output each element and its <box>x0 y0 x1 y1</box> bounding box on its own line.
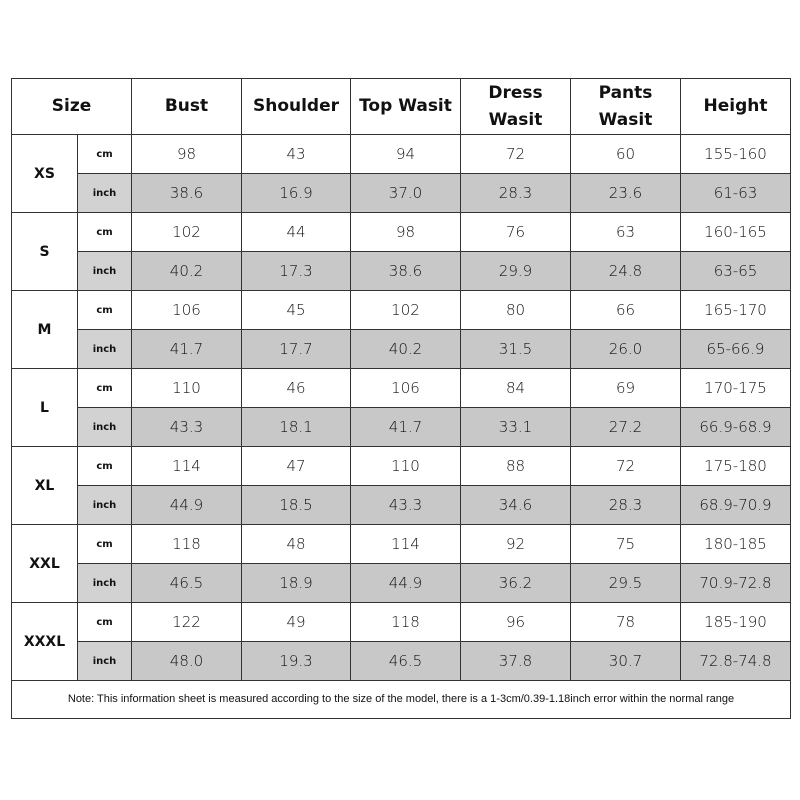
unit-label: inch <box>78 408 132 447</box>
table-row-inch <box>12 252 791 291</box>
measurement-cell: 75 <box>571 525 681 564</box>
note-row <box>12 681 791 719</box>
measurement-cell: 18.9 <box>242 564 351 603</box>
measurement-cell: 94 <box>351 135 461 174</box>
measurement-cell: 118 <box>351 603 461 642</box>
header-height: Height <box>681 79 791 135</box>
table-row-cm <box>12 135 791 174</box>
measurement-cell: 40.2 <box>351 330 461 369</box>
measurement-cell: 48 <box>242 525 351 564</box>
size-chart-table <box>11 78 791 719</box>
measurement-cell: 37.8 <box>461 642 571 681</box>
measurement-cell: 84 <box>461 369 571 408</box>
table-row-cm <box>12 525 791 564</box>
measurement-cell: 110 <box>351 447 461 486</box>
measurement-cell: 18.5 <box>242 486 351 525</box>
table-row-cm <box>12 447 791 486</box>
measurement-cell: 44 <box>242 213 351 252</box>
measurement-cell: 68.9-70.9 <box>681 486 791 525</box>
measurement-cell: 24.8 <box>571 252 681 291</box>
measurement-cell: 41.7 <box>351 408 461 447</box>
unit-label: cm <box>78 291 132 330</box>
measurement-cell: 18.1 <box>242 408 351 447</box>
measurement-cell: 78 <box>571 603 681 642</box>
measurement-cell: 72 <box>461 135 571 174</box>
header-bust: Bust <box>132 79 242 135</box>
table-row-inch <box>12 330 791 369</box>
measurement-cell: 23.6 <box>571 174 681 213</box>
measurement-cell: 155-160 <box>681 135 791 174</box>
measurement-cell: 175-180 <box>681 447 791 486</box>
measurement-cell: 27.2 <box>571 408 681 447</box>
size-label: XS <box>12 135 78 213</box>
measurement-cell: 46.5 <box>132 564 242 603</box>
measurement-cell: 47 <box>242 447 351 486</box>
measurement-cell: 96 <box>461 603 571 642</box>
measurement-cell: 170-175 <box>681 369 791 408</box>
unit-label: inch <box>78 252 132 291</box>
measurement-cell: 98 <box>132 135 242 174</box>
table-row-cm <box>12 291 791 330</box>
measurement-cell: 46.5 <box>351 642 461 681</box>
measurement-cell: 38.6 <box>351 252 461 291</box>
measurement-cell: 65-66.9 <box>681 330 791 369</box>
size-label: XXXL <box>12 603 78 681</box>
measurement-cell: 44.9 <box>351 564 461 603</box>
unit-label: inch <box>78 330 132 369</box>
header-shoulder: Shoulder <box>242 79 351 135</box>
unit-label: cm <box>78 135 132 174</box>
measurement-cell: 45 <box>242 291 351 330</box>
header-row <box>12 79 791 135</box>
measurement-cell: 40.2 <box>132 252 242 291</box>
measurement-cell: 63-65 <box>681 252 791 291</box>
measurement-cell: 66.9-68.9 <box>681 408 791 447</box>
header-dress-waist: Dress Wasit <box>461 79 571 135</box>
measurement-cell: 16.9 <box>242 174 351 213</box>
measurement-cell: 43.3 <box>351 486 461 525</box>
measurement-cell: 43.3 <box>132 408 242 447</box>
header-pants-waist: Pants Wasit <box>571 79 681 135</box>
measurement-cell: 180-185 <box>681 525 791 564</box>
header-size: Size <box>12 79 132 135</box>
size-label: M <box>12 291 78 369</box>
measurement-cell: 26.0 <box>571 330 681 369</box>
unit-label: cm <box>78 603 132 642</box>
unit-label: inch <box>78 642 132 681</box>
table-row-inch <box>12 486 791 525</box>
table-row-inch <box>12 564 791 603</box>
measurement-cell: 102 <box>132 213 242 252</box>
measurement-cell: 88 <box>461 447 571 486</box>
measurement-cell: 37.0 <box>351 174 461 213</box>
measurement-cell: 76 <box>461 213 571 252</box>
measurement-cell: 19.3 <box>242 642 351 681</box>
header-top-waist: Top Wasit <box>351 79 461 135</box>
table-row-cm <box>12 369 791 408</box>
unit-label: cm <box>78 525 132 564</box>
measurement-cell: 92 <box>461 525 571 564</box>
measurement-cell: 30.7 <box>571 642 681 681</box>
measurement-cell: 72 <box>571 447 681 486</box>
measurement-cell: 46 <box>242 369 351 408</box>
measurement-cell: 28.3 <box>571 486 681 525</box>
measurement-cell: 63 <box>571 213 681 252</box>
measurement-cell: 114 <box>351 525 461 564</box>
unit-label: cm <box>78 447 132 486</box>
size-label: L <box>12 369 78 447</box>
table-body <box>12 135 791 681</box>
size-label: XL <box>12 447 78 525</box>
size-label: S <box>12 213 78 291</box>
measurement-cell: 66 <box>571 291 681 330</box>
table-row-inch <box>12 174 791 213</box>
table-row-inch <box>12 408 791 447</box>
unit-label: inch <box>78 564 132 603</box>
measurement-cell: 34.6 <box>461 486 571 525</box>
measurement-cell: 70.9-72.8 <box>681 564 791 603</box>
measurement-cell: 98 <box>351 213 461 252</box>
unit-label: cm <box>78 369 132 408</box>
measurement-cell: 185-190 <box>681 603 791 642</box>
measurement-cell: 31.5 <box>461 330 571 369</box>
unit-label: inch <box>78 174 132 213</box>
unit-label: cm <box>78 213 132 252</box>
measurement-cell: 38.6 <box>132 174 242 213</box>
measurement-cell: 160-165 <box>681 213 791 252</box>
measurement-cell: 36.2 <box>461 564 571 603</box>
measurement-cell: 72.8-74.8 <box>681 642 791 681</box>
measurement-cell: 33.1 <box>461 408 571 447</box>
measurement-cell: 118 <box>132 525 242 564</box>
measurement-cell: 17.7 <box>242 330 351 369</box>
measurement-cell: 49 <box>242 603 351 642</box>
measurement-cell: 41.7 <box>132 330 242 369</box>
measurement-cell: 106 <box>132 291 242 330</box>
measurement-cell: 28.3 <box>461 174 571 213</box>
measurement-cell: 43 <box>242 135 351 174</box>
measurement-cell: 29.9 <box>461 252 571 291</box>
unit-label: inch <box>78 486 132 525</box>
note-text: Note: This information sheet is measured according to the size of the model, there is a 1-3cm/0.39-1.18inch error within the normal range <box>12 681 791 719</box>
measurement-cell: 61-63 <box>681 174 791 213</box>
measurement-cell: 29.5 <box>571 564 681 603</box>
measurement-cell: 122 <box>132 603 242 642</box>
measurement-cell: 165-170 <box>681 291 791 330</box>
measurement-cell: 102 <box>351 291 461 330</box>
measurement-cell: 44.9 <box>132 486 242 525</box>
measurement-cell: 60 <box>571 135 681 174</box>
measurement-cell: 80 <box>461 291 571 330</box>
table-row-cm <box>12 603 791 642</box>
measurement-cell: 17.3 <box>242 252 351 291</box>
size-label: XXL <box>12 525 78 603</box>
measurement-cell: 106 <box>351 369 461 408</box>
measurement-cell: 48.0 <box>132 642 242 681</box>
table-row-cm <box>12 213 791 252</box>
measurement-cell: 114 <box>132 447 242 486</box>
measurement-cell: 110 <box>132 369 242 408</box>
measurement-cell: 69 <box>571 369 681 408</box>
table-row-inch <box>12 642 791 681</box>
